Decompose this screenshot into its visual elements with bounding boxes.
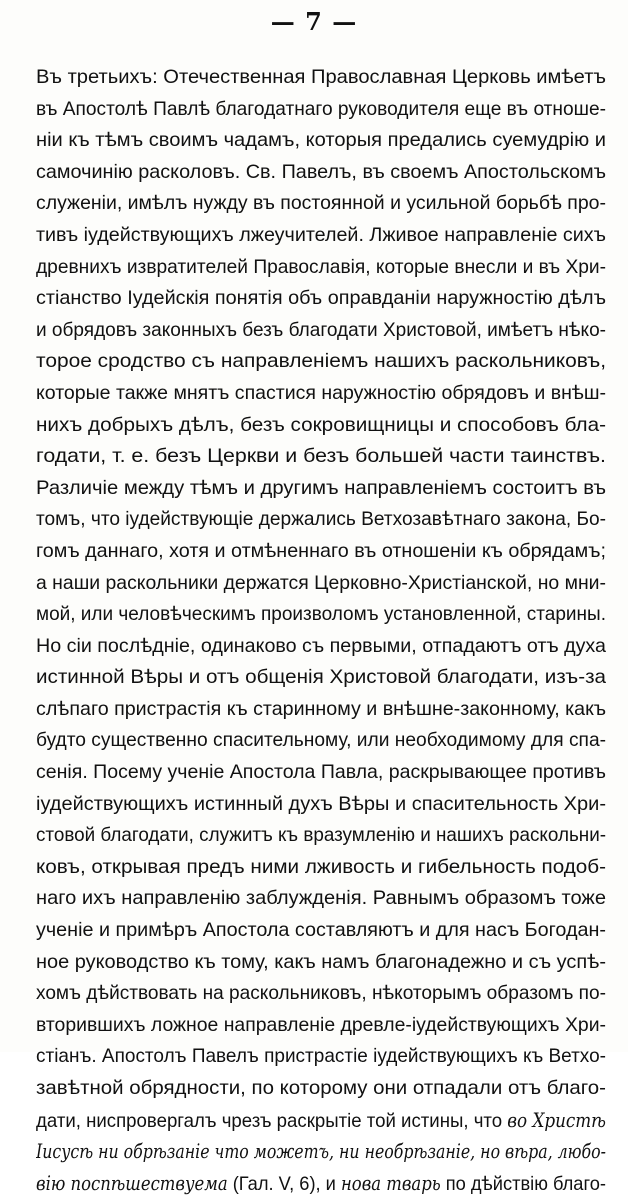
- text-line: [36, 62, 606, 94]
- text-segment: Въ третьихъ: Отечественная Православная Церковь имѣетъ: [36, 66, 606, 88]
- text-segment: нихъ добрыхъ дѣлъ, безъ сокровищницы и способовъ бла-: [36, 413, 606, 436]
- text-segment: наго ихъ направленію заблужденія. Равнымъ образомъ тоже: [36, 887, 606, 910]
- text-line: [36, 283, 606, 315]
- text-line: [36, 94, 606, 126]
- italic-segment: нова тварь: [340, 1171, 441, 1195]
- text-line: [36, 947, 606, 979]
- text-segment: ковъ, открывая предъ ними лживость и гибельность подоб-: [36, 855, 606, 878]
- text-line: [36, 694, 606, 726]
- text-segment: стіанъ. Апостолъ Павелъ пристрастіе іудействующихъ къ Ветхо-: [36, 1045, 606, 1068]
- text-segment: древнихъ извратителей Православія, которые внесли и въ Хри-: [36, 255, 606, 278]
- text-segment: хомъ дѣйствовать на раскольниковъ, нѣкоторымъ образомъ по-: [36, 982, 606, 1005]
- text-line: [36, 346, 606, 378]
- text-line: [36, 1168, 606, 1199]
- text-line: [36, 536, 606, 568]
- text-segment: истинной Вѣры и отъ общенія Христовой благодати, изъ-за: [36, 666, 606, 689]
- text-line: [36, 599, 606, 631]
- text-line: [36, 125, 606, 157]
- text-segment: которые также мнятъ спастися наружностію обрядовъ и внѣш-: [36, 381, 606, 404]
- text-segment: слѣпаго пристрастія къ старинному и внѣшне-законному, какъ: [36, 697, 606, 720]
- text-line: [36, 441, 606, 473]
- text-segment: томъ, что іудействующіе держались Ветхозавѣтнаго закона, Бо-: [36, 508, 606, 531]
- text-segment: стовой благодати, служитъ къ вразумленію и нашихъ раскольни-: [36, 824, 606, 847]
- text-segment: а наши раскольники держатся Церковно-Христіанской, но мни-: [36, 571, 606, 594]
- text-line: [36, 631, 606, 663]
- text-segment: служеніи, имѣлъ нужду въ постоянной и усильной борьбѣ про-: [36, 192, 606, 215]
- text-line: [36, 789, 606, 821]
- text-segment: завѣтной обрядности, по которому они отпадали отъ благо-: [36, 1077, 606, 1099]
- text-line: [36, 315, 606, 347]
- text-segment: годати, т. е. безъ Церкви и безъ большей части таинствъ.: [36, 445, 606, 468]
- text-segment: мой, или человѣческимъ произволомъ установленной, старины.: [36, 603, 606, 626]
- text-line: [36, 157, 606, 189]
- text-line: [36, 852, 606, 884]
- text-line: [36, 1041, 606, 1073]
- text-line: [36, 410, 606, 442]
- text-segment: ученіе и примѣръ Апостола составляютъ и для насъ Богодан-: [36, 919, 606, 942]
- text-line: [36, 504, 606, 536]
- text-line: [36, 188, 606, 220]
- text-segment: гомъ даннаго, хотя и отмѣненнаго въ отношеніи къ обрядамъ;: [36, 539, 606, 562]
- text-segment: іудействующихъ истинный духъ Вѣры и спасительность Хри-: [36, 792, 606, 815]
- text-segment: (Гал. V, 6), и: [227, 1172, 341, 1195]
- body-text: [36, 62, 606, 1199]
- text-segment: ніи къ тѣмъ своимъ чадамъ, которыя предались суемудрію и: [36, 129, 606, 152]
- text-line: [36, 883, 606, 915]
- text-segment: дати, ниспровергалъ чрезъ раскрытіе той истины, что: [36, 1109, 508, 1132]
- text-line: [36, 915, 606, 947]
- text-line: [36, 473, 606, 505]
- text-line: [36, 757, 606, 789]
- text-segment: стіанство Іудейскія понятія объ оправданіи наружностію дѣлъ: [36, 287, 606, 310]
- page-number: — 7 —: [270, 7, 358, 36]
- text-line: [36, 1105, 606, 1137]
- text-line: [36, 220, 606, 252]
- text-line: [36, 662, 606, 694]
- text-segment: Но сіи послѣдніе, одинаково съ первыми, отпадаютъ отъ духа: [36, 634, 606, 657]
- text-segment: сенія. Посему ученіе Апостола Павла, раскрывающее противъ: [36, 761, 606, 784]
- text-segment: въ Апостолѣ Павлѣ благодатнаго руководителя еще въ отноше-: [36, 97, 606, 120]
- text-segment: ное руководство къ тому, какъ намъ благонадежно и съ успѣ-: [36, 950, 606, 973]
- italic-segment: Іисусѣ ни обрѣзаніе что можетъ, ни необрѣзаніе, но вѣра, любо-: [36, 1140, 606, 1164]
- text-line: [36, 1136, 606, 1168]
- text-line: [36, 1010, 606, 1042]
- text-segment: будто существенно спасительному, или необходимому для спа-: [36, 729, 606, 752]
- text-segment: и обрядовъ законныхъ безъ благодати Христовой, имѣетъ нѣко-: [36, 318, 606, 341]
- text-segment: тивъ іудействующихъ лжеучителей. Лживое направленіе сихъ: [36, 223, 606, 246]
- text-line: [36, 378, 606, 410]
- italic-segment: во Христѣ: [507, 1108, 606, 1132]
- text-segment: вторившихъ ложное направленіе древле-іудействующихъ Хри-: [36, 1013, 606, 1036]
- text-line: [36, 820, 606, 852]
- text-segment: самочинію расколовъ. Св. Павелъ, въ своемъ Апостольскомъ: [36, 160, 606, 183]
- text-line: [36, 1073, 606, 1105]
- text-line: [36, 978, 606, 1010]
- text-line: [36, 568, 606, 600]
- text-line: [36, 252, 606, 284]
- italic-segment: вію поспѣшествуема: [36, 1171, 228, 1195]
- text-segment: Различіе между тѣмъ и другимъ направленіемъ состоитъ въ: [36, 476, 606, 499]
- text-segment: торое сродство съ направленіемъ нашихъ раскольниковъ,: [36, 350, 606, 373]
- text-line: [36, 725, 606, 757]
- text-segment: по дѣйствію благо-: [440, 1172, 606, 1195]
